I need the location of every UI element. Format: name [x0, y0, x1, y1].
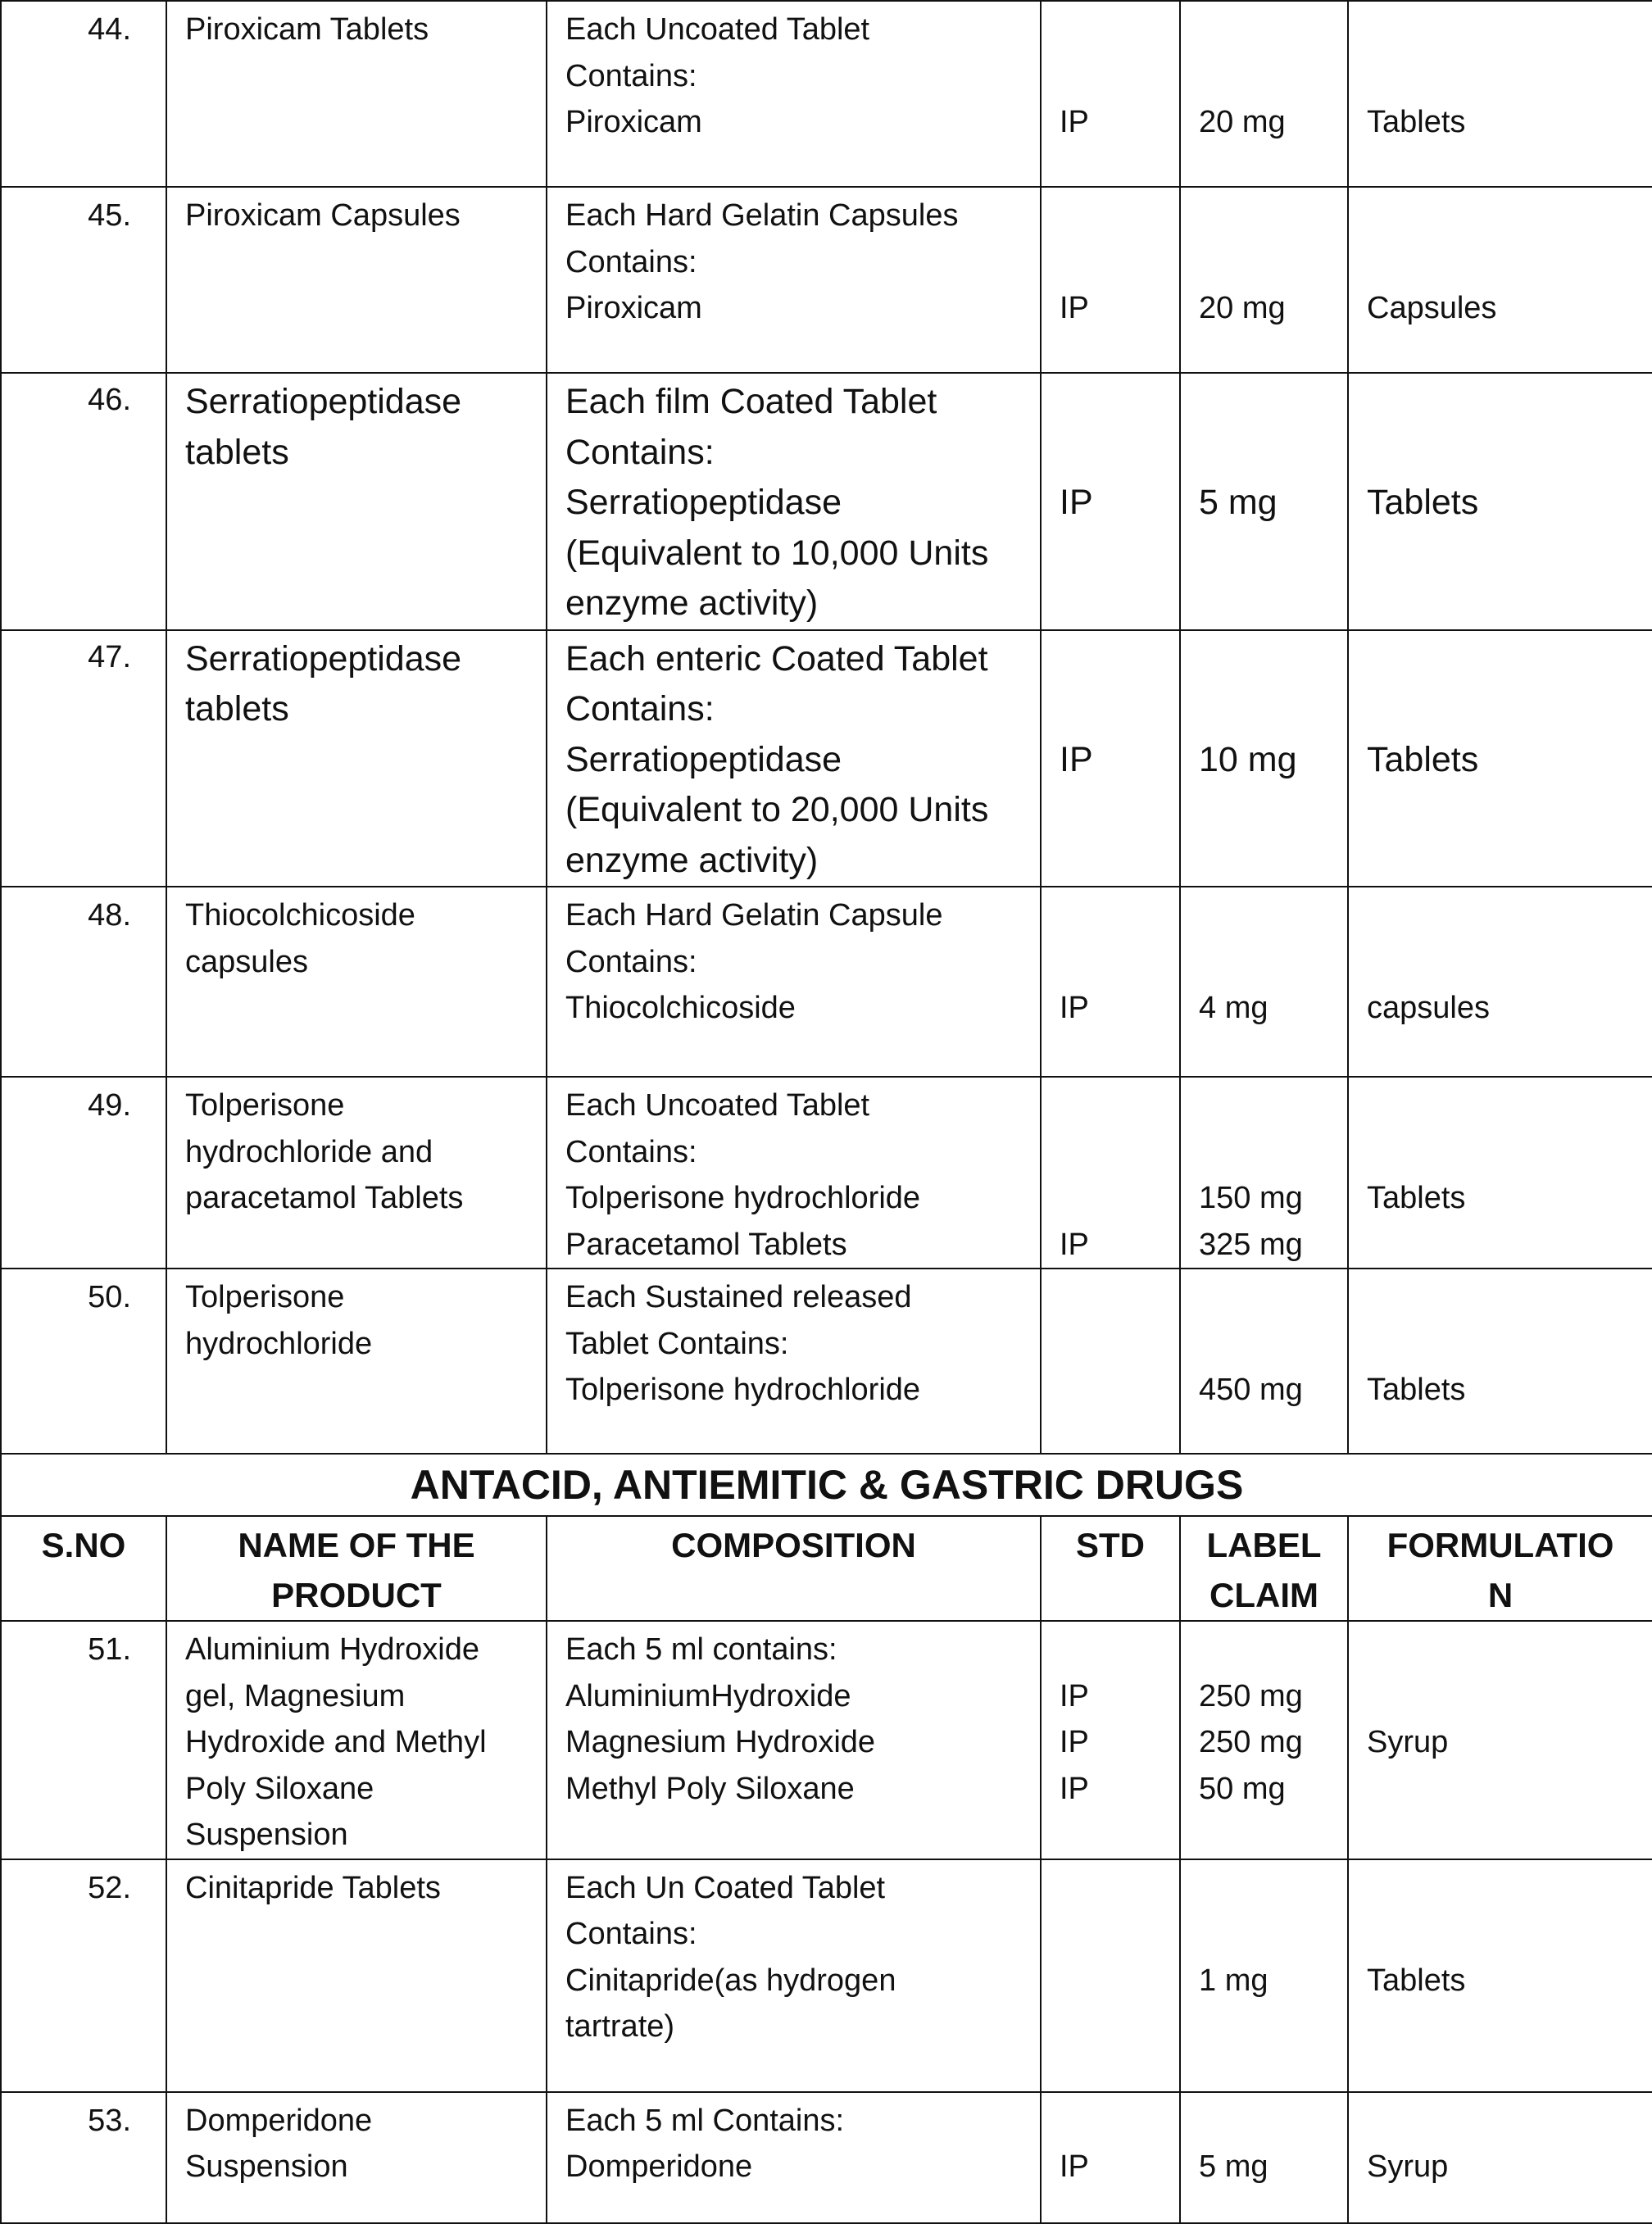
cell-sno: 52. — [1, 1859, 166, 2092]
form-line: Capsules — [1367, 291, 1497, 325]
composition-line: Each enteric Coated Tablet — [565, 638, 988, 679]
std-line — [1060, 1367, 1179, 1414]
composition-line: Methyl Poly Siloxane — [565, 1771, 855, 1806]
name-line: capsules — [185, 944, 308, 979]
composition-line: enzyme activity) — [565, 840, 819, 880]
claim-line — [1199, 1865, 1347, 1912]
claim-line — [1199, 1082, 1347, 1129]
composition-line: Contains: — [565, 244, 697, 279]
claim-line — [1199, 1321, 1347, 1368]
composition-line: Contains: — [565, 1134, 697, 1169]
name-line — [185, 1911, 546, 1958]
form-line — [1367, 684, 1652, 735]
header-composition — [547, 1516, 1041, 1621]
header-std — [1041, 1516, 1180, 1621]
header-line: LABEL — [1206, 1526, 1322, 1564]
name-line: Tolperisone — [185, 1280, 345, 1314]
cell-form — [1348, 373, 1652, 630]
form-line — [1367, 1911, 1652, 1958]
composition-line: Contains: — [565, 58, 697, 93]
composition-line: Each Hard Gelatin Capsules — [565, 198, 959, 233]
cell-sno: 53. — [1, 2092, 166, 2223]
cell-composition — [547, 187, 1041, 373]
header-line: FORMULATIO — [1386, 1526, 1614, 1564]
cell-composition — [547, 1859, 1041, 2092]
cell-name — [166, 2092, 547, 2223]
claim-line — [1199, 785, 1347, 836]
std-line — [1060, 1812, 1179, 1859]
claim-line — [1199, 239, 1347, 286]
name-line: Aluminium Hydroxide — [185, 1632, 480, 1667]
composition-line — [565, 1812, 1040, 1859]
form-line: capsules — [1367, 991, 1490, 1025]
name-line: Domperidone — [185, 2103, 373, 2138]
claim-line: 5 mg — [1199, 2149, 1268, 2184]
std-line: IP — [1060, 1227, 1089, 1262]
name-line: tablets — [185, 432, 289, 472]
std-line — [1060, 377, 1179, 428]
name-line — [185, 529, 546, 579]
cell-std — [1041, 373, 1180, 630]
form-line: Tablets — [1367, 739, 1479, 779]
std-line — [1060, 785, 1179, 836]
cell-claim — [1180, 1269, 1348, 1454]
name-line — [185, 836, 546, 887]
name-line — [185, 1367, 546, 1414]
name-line — [185, 478, 546, 529]
form-line — [1367, 377, 1652, 428]
claim-line — [1199, 684, 1347, 735]
form-line: Tablets — [1367, 1373, 1466, 1407]
cell-claim — [1180, 187, 1348, 373]
form-line — [1367, 529, 1652, 579]
claim-line — [1199, 579, 1347, 629]
composition-line: Paracetamol Tablets — [565, 1227, 847, 1262]
header-sno — [1, 1516, 166, 1621]
cell-std — [1041, 2092, 1180, 2223]
std-line — [1060, 836, 1179, 887]
cell-composition — [547, 1621, 1041, 1859]
header-line: CLAIM — [1210, 1576, 1318, 1614]
cell-form — [1348, 630, 1652, 887]
composition-line: Tolperisone hydrochloride — [565, 1181, 921, 1215]
std-line — [1060, 579, 1179, 629]
composition-line: Contains: — [565, 944, 697, 979]
std-line — [1060, 2004, 1179, 2050]
header-claim — [1180, 1516, 1348, 1621]
composition-line: Piroxicam — [565, 291, 702, 325]
std-line: IP — [1060, 739, 1093, 779]
cell-name — [166, 1621, 547, 1859]
cell-sno: 44. — [1, 1, 166, 187]
form-line — [1367, 1274, 1652, 1321]
std-line — [1060, 684, 1179, 735]
composition-line: (Equivalent to 10,000 Units — [565, 533, 989, 573]
header-name — [166, 1516, 547, 1621]
cell-form — [1348, 2092, 1652, 2223]
form-line — [1367, 7, 1652, 53]
composition-line: Each Un Coated Tablet — [565, 1870, 886, 1905]
claim-line: 150 mg — [1199, 1181, 1303, 1215]
header-line: S.NO — [41, 1526, 126, 1564]
std-line — [1060, 1129, 1179, 1176]
std-line — [1060, 1321, 1179, 1368]
name-line: hydrochloride and — [185, 1134, 433, 1169]
claim-line: 250 mg — [1199, 1678, 1303, 1713]
std-line — [1060, 193, 1179, 239]
form-line — [1367, 193, 1652, 239]
cell-form — [1348, 1859, 1652, 2092]
claim-line — [1199, 53, 1347, 100]
section-row — [1, 1454, 1652, 1516]
form-line — [1367, 836, 1652, 887]
form-line — [1367, 634, 1652, 685]
claim-line — [1199, 1911, 1347, 1958]
form-line — [1367, 939, 1652, 986]
composition-line: Tolperisone hydrochloride — [565, 1373, 921, 1407]
form-line — [1367, 1766, 1652, 1813]
cell-std — [1041, 630, 1180, 887]
name-line — [185, 1222, 546, 1269]
cell-composition — [547, 1077, 1041, 1269]
claim-line: 20 mg — [1199, 291, 1286, 325]
cell-name — [166, 1859, 547, 2092]
composition-line: Contains: — [565, 1917, 697, 1951]
form-line — [1367, 1865, 1652, 1912]
composition-line: Each Hard Gelatin Capsule — [565, 898, 943, 933]
claim-line: 10 mg — [1199, 739, 1297, 779]
composition-line: (Equivalent to 20,000 Units — [565, 790, 989, 829]
table-row — [1, 630, 1652, 887]
name-line — [185, 735, 546, 786]
form-line — [1367, 2098, 1652, 2145]
std-line — [1060, 7, 1179, 53]
name-line: Serratiopeptidase — [185, 638, 462, 679]
name-line: paracetamol Tablets — [185, 1181, 464, 1215]
claim-line — [1199, 1274, 1347, 1321]
form-line — [1367, 1129, 1652, 1176]
composition-line: Each film Coated Tablet — [565, 382, 937, 421]
cell-form — [1348, 1269, 1652, 1454]
std-line — [1060, 529, 1179, 579]
cell-std — [1041, 1621, 1180, 1859]
cell-name — [166, 1077, 547, 1269]
table-row — [1, 1077, 1652, 1269]
composition-line: enzyme activity) — [565, 583, 819, 623]
name-line: Piroxicam Capsules — [185, 198, 461, 233]
cell-name — [166, 887, 547, 1077]
name-line: Poly Siloxane — [185, 1771, 374, 1806]
std-line — [1060, 1865, 1179, 1912]
claim-line: 325 mg — [1199, 1227, 1303, 1262]
claim-line — [1199, 836, 1347, 887]
name-line: Thiocolchicoside — [185, 898, 415, 933]
claim-line — [1199, 892, 1347, 939]
form-line — [1367, 1812, 1652, 1859]
std-line — [1060, 1627, 1179, 1673]
std-line — [1060, 53, 1179, 100]
cell-claim — [1180, 1859, 1348, 2092]
cell-sno: 49. — [1, 1077, 166, 1269]
std-line — [1060, 1274, 1179, 1321]
name-line: Suspension — [185, 1818, 348, 1852]
composition-line: Magnesium Hydroxide — [565, 1725, 876, 1759]
cell-claim — [1180, 1077, 1348, 1269]
section-title: ANTACID, ANTIEMITIC & GASTRIC DRUGS — [1, 1454, 1652, 1516]
cell-composition — [547, 630, 1041, 887]
std-line: IP — [1060, 1725, 1089, 1759]
form-line — [1367, 53, 1652, 100]
cell-composition — [547, 2092, 1041, 2223]
header-row — [1, 1516, 1652, 1621]
composition-line: Each Uncoated Tablet — [565, 12, 870, 47]
name-line: Serratiopeptidase — [185, 382, 462, 421]
composition-line: Domperidone — [565, 2149, 753, 2184]
name-line — [185, 99, 546, 146]
form-line — [1367, 579, 1652, 629]
header-line: NAME OF THE — [238, 1526, 475, 1564]
name-line: hydrochloride — [185, 1326, 373, 1361]
claim-line — [1199, 193, 1347, 239]
claim-line — [1199, 7, 1347, 53]
cell-form — [1348, 187, 1652, 373]
cell-std — [1041, 187, 1180, 373]
claim-line — [1199, 1812, 1347, 1859]
cell-claim — [1180, 1621, 1348, 1859]
std-line: IP — [1060, 291, 1089, 325]
table-row — [1, 887, 1652, 1077]
claim-line — [1199, 1129, 1347, 1176]
name-line — [185, 1958, 546, 2004]
std-line — [1060, 428, 1179, 479]
name-line — [185, 239, 546, 286]
form-line — [1367, 1673, 1652, 1720]
form-line: Syrup — [1367, 1725, 1449, 1759]
name-line: Piroxicam Tablets — [185, 12, 429, 47]
form-line — [1367, 1321, 1652, 1368]
table-row — [1, 2092, 1652, 2223]
std-line — [1060, 634, 1179, 685]
claim-line: 5 mg — [1199, 483, 1278, 522]
form-line — [1367, 785, 1652, 836]
cell-name — [166, 1269, 547, 1454]
composition-line: Each 5 ml contains: — [565, 1632, 837, 1667]
name-line — [185, 2004, 546, 2050]
name-line: Tolperisone — [185, 1088, 345, 1123]
table-row — [1, 1621, 1652, 1859]
std-line — [1060, 939, 1179, 986]
header-line: PRODUCT — [271, 1576, 442, 1614]
claim-line — [1199, 939, 1347, 986]
cell-claim — [1180, 373, 1348, 630]
name-line: tablets — [185, 689, 289, 728]
name-line — [185, 785, 546, 836]
claim-line: 450 mg — [1199, 1373, 1303, 1407]
cell-claim — [1180, 2092, 1348, 2223]
name-line — [185, 285, 546, 332]
cell-std — [1041, 887, 1180, 1077]
cell-sno: 51. — [1, 1621, 166, 1859]
table-row — [1, 1269, 1652, 1454]
cell-sno: 50. — [1, 1269, 166, 1454]
cell-claim — [1180, 630, 1348, 887]
name-line: Suspension — [185, 2149, 348, 2184]
form-line — [1367, 428, 1652, 479]
claim-line — [1199, 428, 1347, 479]
claim-line — [1199, 377, 1347, 428]
cell-claim — [1180, 1, 1348, 187]
std-line: IP — [1060, 1771, 1089, 1806]
composition-line: Cinitapride(as hydrogen — [565, 1963, 896, 1998]
std-line — [1060, 2098, 1179, 2145]
name-line: Hydroxide and Methyl — [185, 1725, 487, 1759]
cell-form — [1348, 1077, 1652, 1269]
composition-line: Each 5 ml Contains: — [565, 2103, 845, 2138]
composition-line: Contains: — [565, 432, 715, 472]
cell-composition — [547, 1269, 1041, 1454]
std-line — [1060, 1082, 1179, 1129]
composition-line: AluminiumHydroxide — [565, 1678, 851, 1713]
header-form — [1348, 1516, 1652, 1621]
form-line — [1367, 892, 1652, 939]
form-line — [1367, 2004, 1652, 2050]
form-line — [1367, 1627, 1652, 1673]
composition-line: Serratiopeptidase — [565, 483, 842, 522]
claim-line: 4 mg — [1199, 991, 1268, 1025]
cell-form — [1348, 887, 1652, 1077]
cell-sno: 45. — [1, 187, 166, 373]
header-line: N — [1487, 1576, 1514, 1614]
cell-std — [1041, 1, 1180, 187]
composition-line: Piroxicam — [565, 105, 702, 139]
claim-line — [1199, 2098, 1347, 2145]
form-line: Tablets — [1367, 1181, 1466, 1215]
claim-line — [1199, 634, 1347, 685]
composition-line: tartrate) — [565, 2009, 675, 2044]
composition-line: Tablet Contains: — [565, 1326, 789, 1361]
std-line: IP — [1060, 2149, 1089, 2184]
std-line — [1060, 1175, 1179, 1222]
cell-composition — [547, 887, 1041, 1077]
form-line: Syrup — [1367, 2149, 1449, 2184]
std-line: IP — [1060, 105, 1089, 139]
form-line — [1367, 239, 1652, 286]
composition-line: Thiocolchicoside — [565, 991, 796, 1025]
table-row — [1, 187, 1652, 373]
form-line: Tablets — [1367, 105, 1466, 139]
table-row — [1, 1859, 1652, 2092]
cell-sno: 46. — [1, 373, 166, 630]
cell-std — [1041, 1269, 1180, 1454]
claim-line: 250 mg — [1199, 1725, 1303, 1759]
cell-form — [1348, 1, 1652, 187]
name-line: Cinitapride Tablets — [185, 1870, 441, 1905]
name-line — [185, 985, 546, 1032]
claim-line: 1 mg — [1199, 1963, 1268, 1998]
header-line: STD — [1076, 1526, 1145, 1564]
claim-line — [1199, 529, 1347, 579]
cell-claim — [1180, 887, 1348, 1077]
table-row — [1, 373, 1652, 630]
std-line — [1060, 892, 1179, 939]
composition-line: Each Uncoated Tablet — [565, 1088, 870, 1123]
claim-line: 50 mg — [1199, 1771, 1286, 1806]
cell-std — [1041, 1859, 1180, 2092]
table-row — [1, 1, 1652, 187]
form-line: Tablets — [1367, 1963, 1466, 1998]
header-line: COMPOSITION — [671, 1526, 916, 1564]
form-line — [1367, 1222, 1652, 1269]
cell-sno: 47. — [1, 630, 166, 887]
cell-composition — [547, 1, 1041, 187]
claim-line: 20 mg — [1199, 105, 1286, 139]
claim-line — [1199, 1627, 1347, 1673]
name-line — [185, 579, 546, 629]
form-line: Tablets — [1367, 483, 1479, 522]
cell-sno: 48. — [1, 887, 166, 1077]
cell-std — [1041, 1077, 1180, 1269]
claim-line — [1199, 2004, 1347, 2050]
name-line: gel, Magnesium — [185, 1678, 406, 1713]
std-line: IP — [1060, 991, 1089, 1025]
form-line — [1367, 1082, 1652, 1129]
composition-line: Serratiopeptidase — [565, 739, 842, 779]
cell-name — [166, 630, 547, 887]
std-line — [1060, 1958, 1179, 2004]
std-line: IP — [1060, 483, 1093, 522]
cell-composition — [547, 373, 1041, 630]
cell-form — [1348, 1621, 1652, 1859]
std-line — [1060, 239, 1179, 286]
name-line — [185, 53, 546, 100]
std-line — [1060, 1911, 1179, 1958]
cell-name — [166, 187, 547, 373]
composition-line: Each Sustained released — [565, 1280, 912, 1314]
std-line: IP — [1060, 1678, 1089, 1713]
cell-name — [166, 373, 547, 630]
composition-line: Contains: — [565, 689, 715, 728]
cell-name — [166, 1, 547, 187]
